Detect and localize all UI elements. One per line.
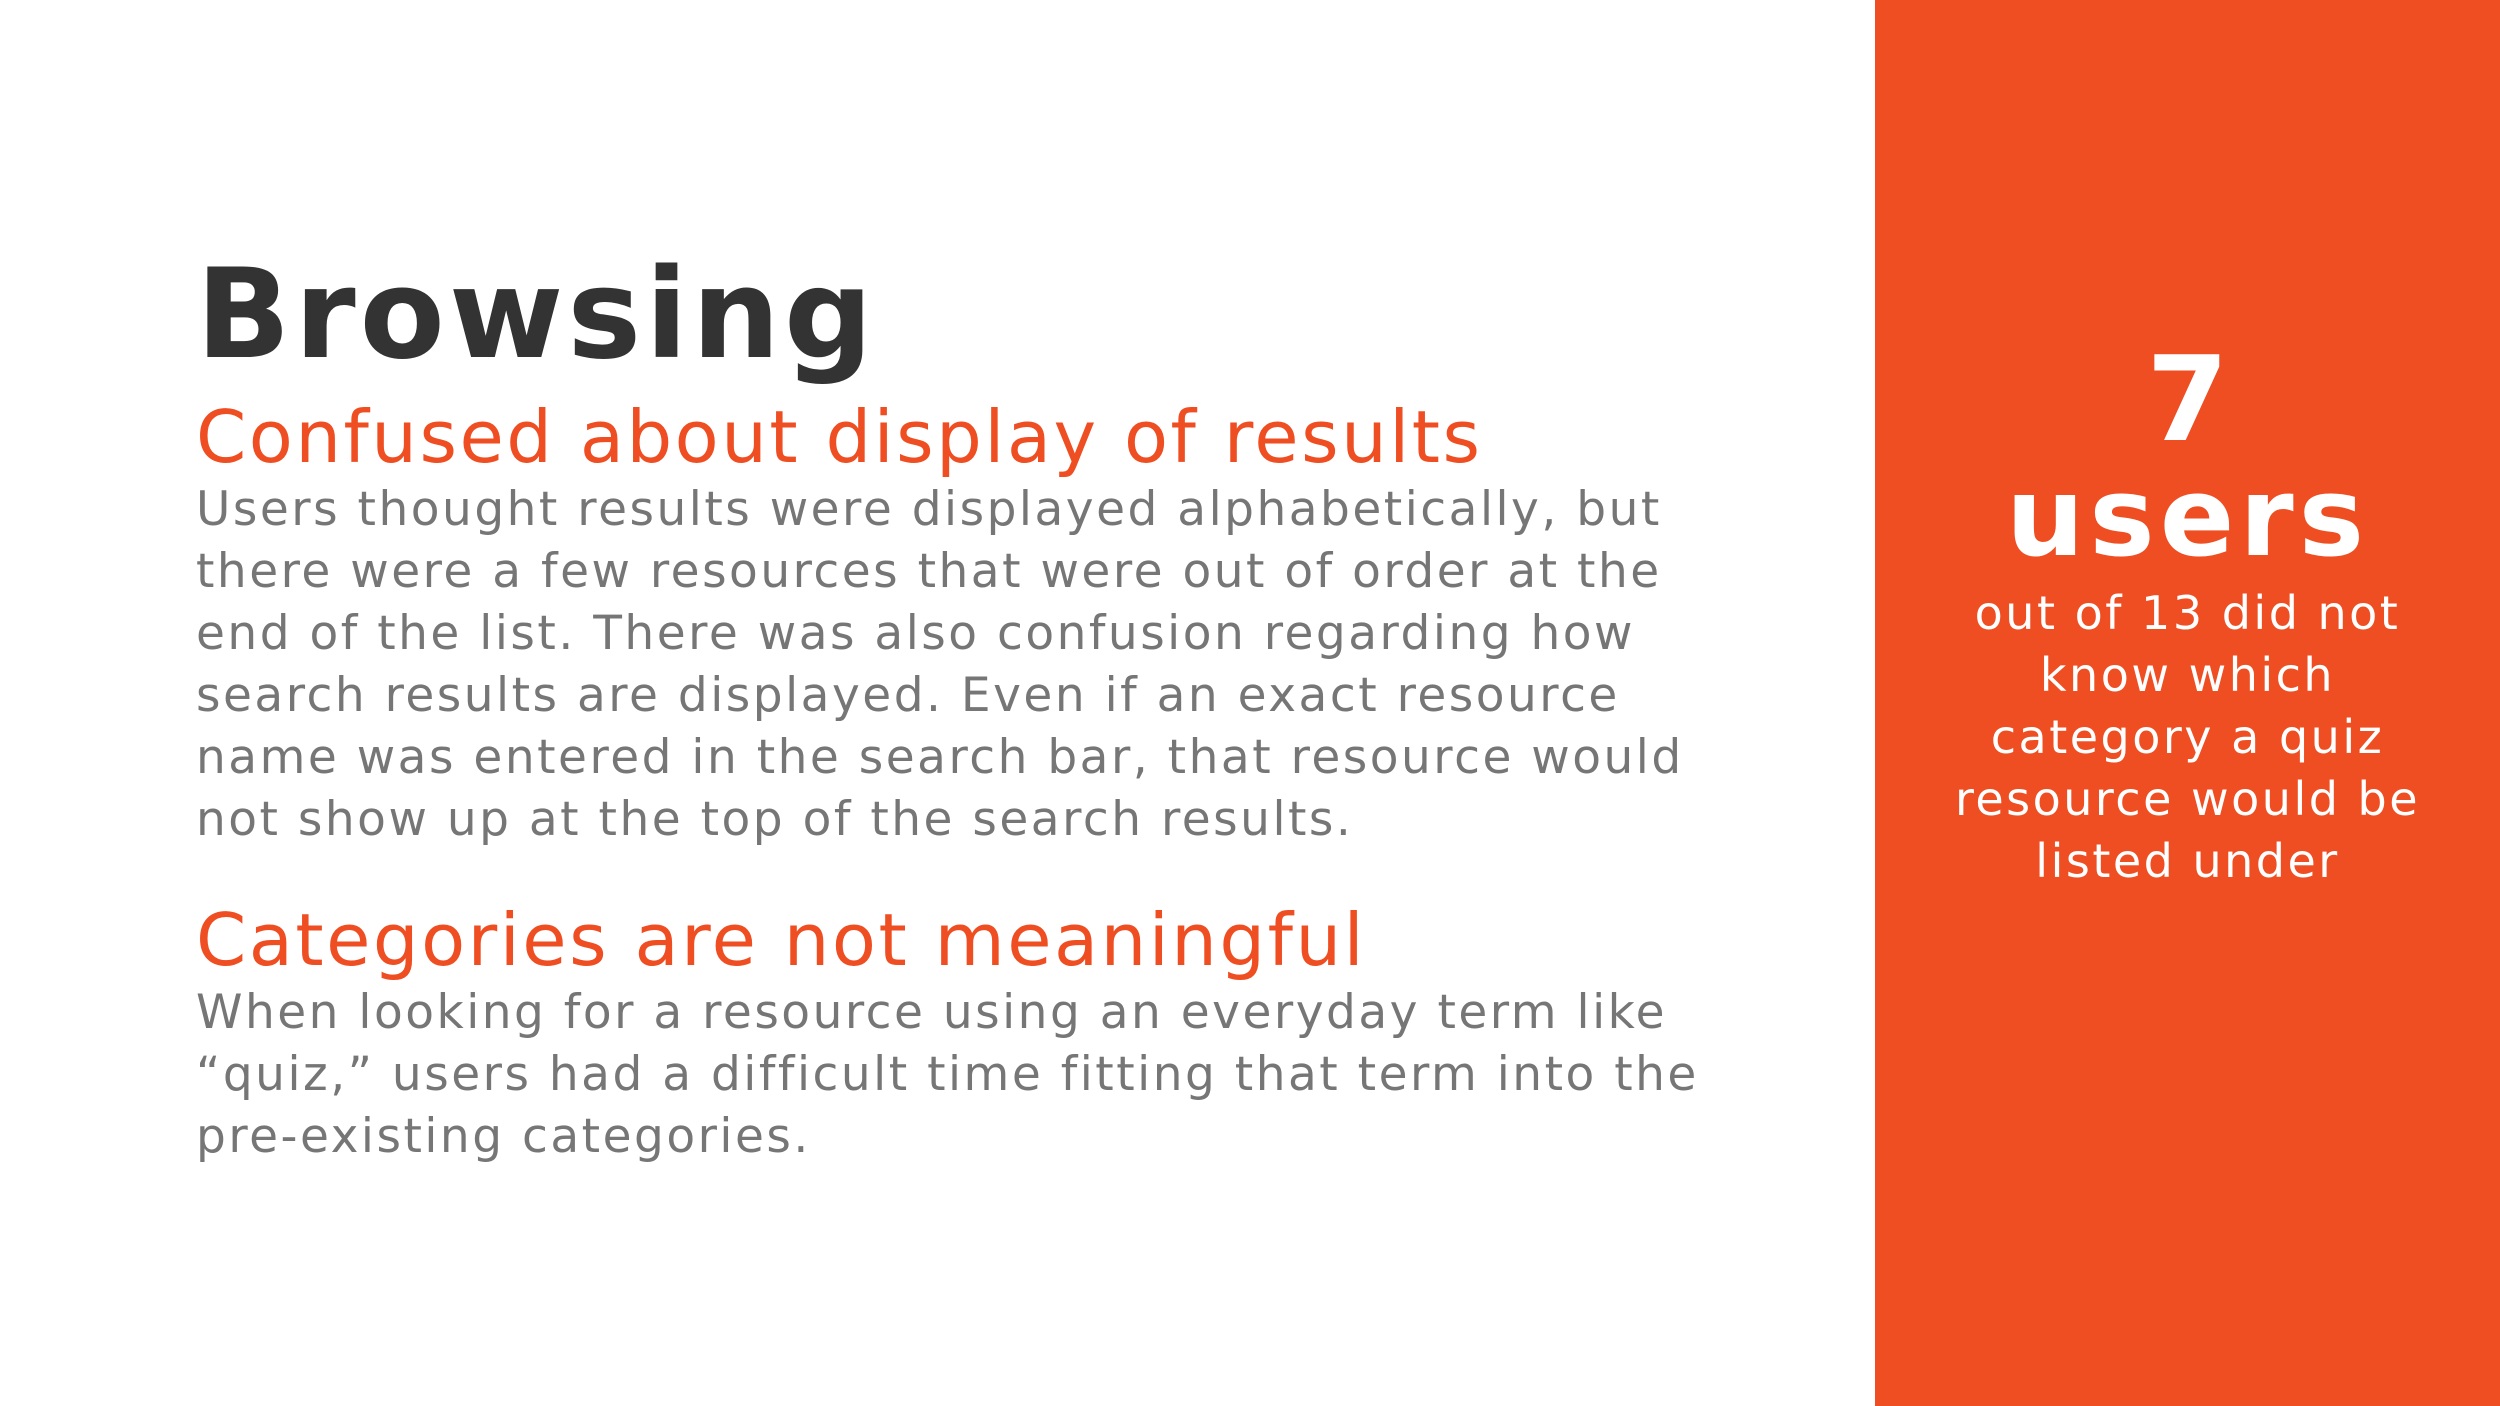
stat-panel [1875, 0, 2500, 1406]
finding-section-categories [196, 899, 1716, 1168]
finding-body: Users thought results were displayed alphabetically, but there were a few resources that were out of order at the end of the list. There was also confusion regarding how search results are displayed. Even if an exact resource name was entered in the search bar, that resource would not show up at the top of the search results. [196, 481, 1684, 847]
content-column [196, 243, 1716, 1168]
finding-heading: Categories are not meaningful [196, 897, 1367, 982]
stat-number: 7 [2146, 330, 2229, 468]
page-title: Browsing [196, 243, 877, 387]
stat-unit: users [2005, 453, 2370, 581]
finding-body: When looking for a resource using an everyday term like “quiz,” users had a difficult time fitting that term into the pre-existing categories. [196, 984, 1699, 1164]
stat-description: out of 13 did not know which category a quiz resource would be listed under [1954, 586, 2421, 888]
finding-heading: Confused about display of results [196, 395, 1483, 480]
stat-callout [1875, 330, 2500, 892]
finding-section-results [196, 396, 1716, 851]
